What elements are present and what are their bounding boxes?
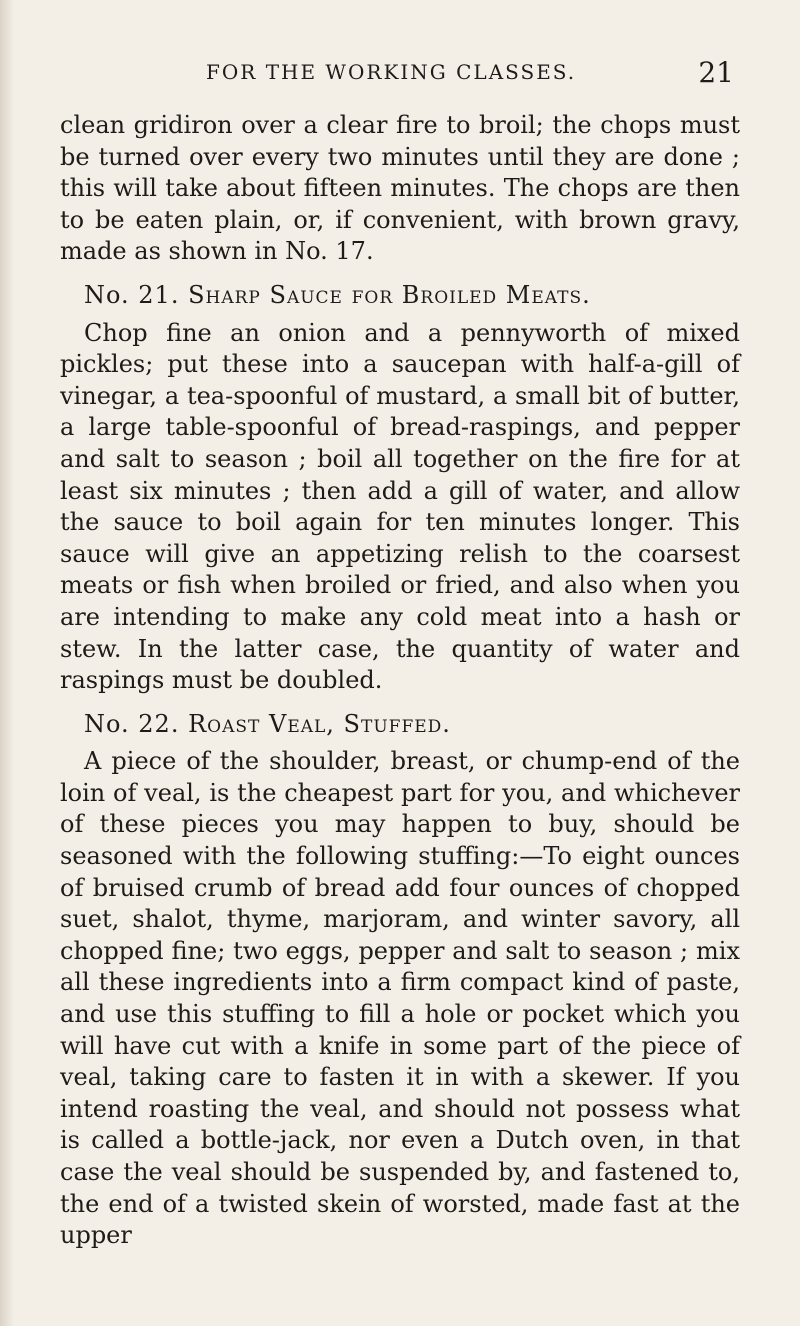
recipe-number: No. 22. — [84, 709, 180, 738]
page-gutter-shadow — [0, 0, 14, 1326]
recipe-number: No. 21. — [84, 280, 180, 309]
recipe-text-22: A piece of the shoulder, breast, or chump-end of the loin of veal, is the cheapest part for you, and whichever of these pieces you may happen to buy, should be seasoned with the following stuffing:—To eight ounces of bruised crumb of bread add four ounces of chopped suet, shalot, thyme, marjoram, and winter savory, all chopped fine; two eggs, pepper and salt to season ; mix all these ingredients into a firm compact kind of paste, and use this stuffing to fill a hole or pocket which you will have cut with a knife in some part of the piece of veal, taking care to fasten it in with a skewer. If you intend roasting the veal, and should not possess what is called a bottle-jack, nor even a Dutch oven, in that case the veal should be suspended by, and fastened to, the end of a twisted skein of worsted, made fast at the upper — [60, 747, 740, 1250]
recipe-title: Roast Veal, Stuffed. — [188, 709, 451, 738]
recipe-title: Sharp Sauce for Broiled Meats. — [188, 280, 591, 309]
running-head: FOR THE WORKING CLASSES. — [206, 60, 577, 84]
page-header — [126, 58, 734, 98]
page-body — [60, 110, 740, 1264]
recipe-heading-21 — [60, 280, 740, 312]
intro-paragraph: clean gridiron over a clear fire to broil; the chops must be turned over every two minutes until they are done ; this will take about fifteen minutes. The chops are then to be eaten plain, or, if convenient, with brown gravy, made as shown in No. 17. — [60, 111, 740, 266]
recipe-heading-22 — [60, 709, 740, 741]
recipe-text-21: Chop fine an onion and a pennyworth of mixed pickles; put these into a saucepan with half-a-gill of vinegar, a tea-spoonful of mustard, a small bit of butter, a large table-spoonful of bread-raspings, and pepper and salt to season ; boil all together on the fire for at least six minutes ; then add a gill of water, and allow the sauce to boil again for ten minutes longer. This sauce will give an appetizing relish to the coarsest meats or fish when broiled or fried, and also when you are intending to make any cold meat into a hash or stew. In the latter case, the quantity of water and raspings must be doubled. — [60, 318, 740, 695]
page-number: 21 — [698, 56, 734, 89]
